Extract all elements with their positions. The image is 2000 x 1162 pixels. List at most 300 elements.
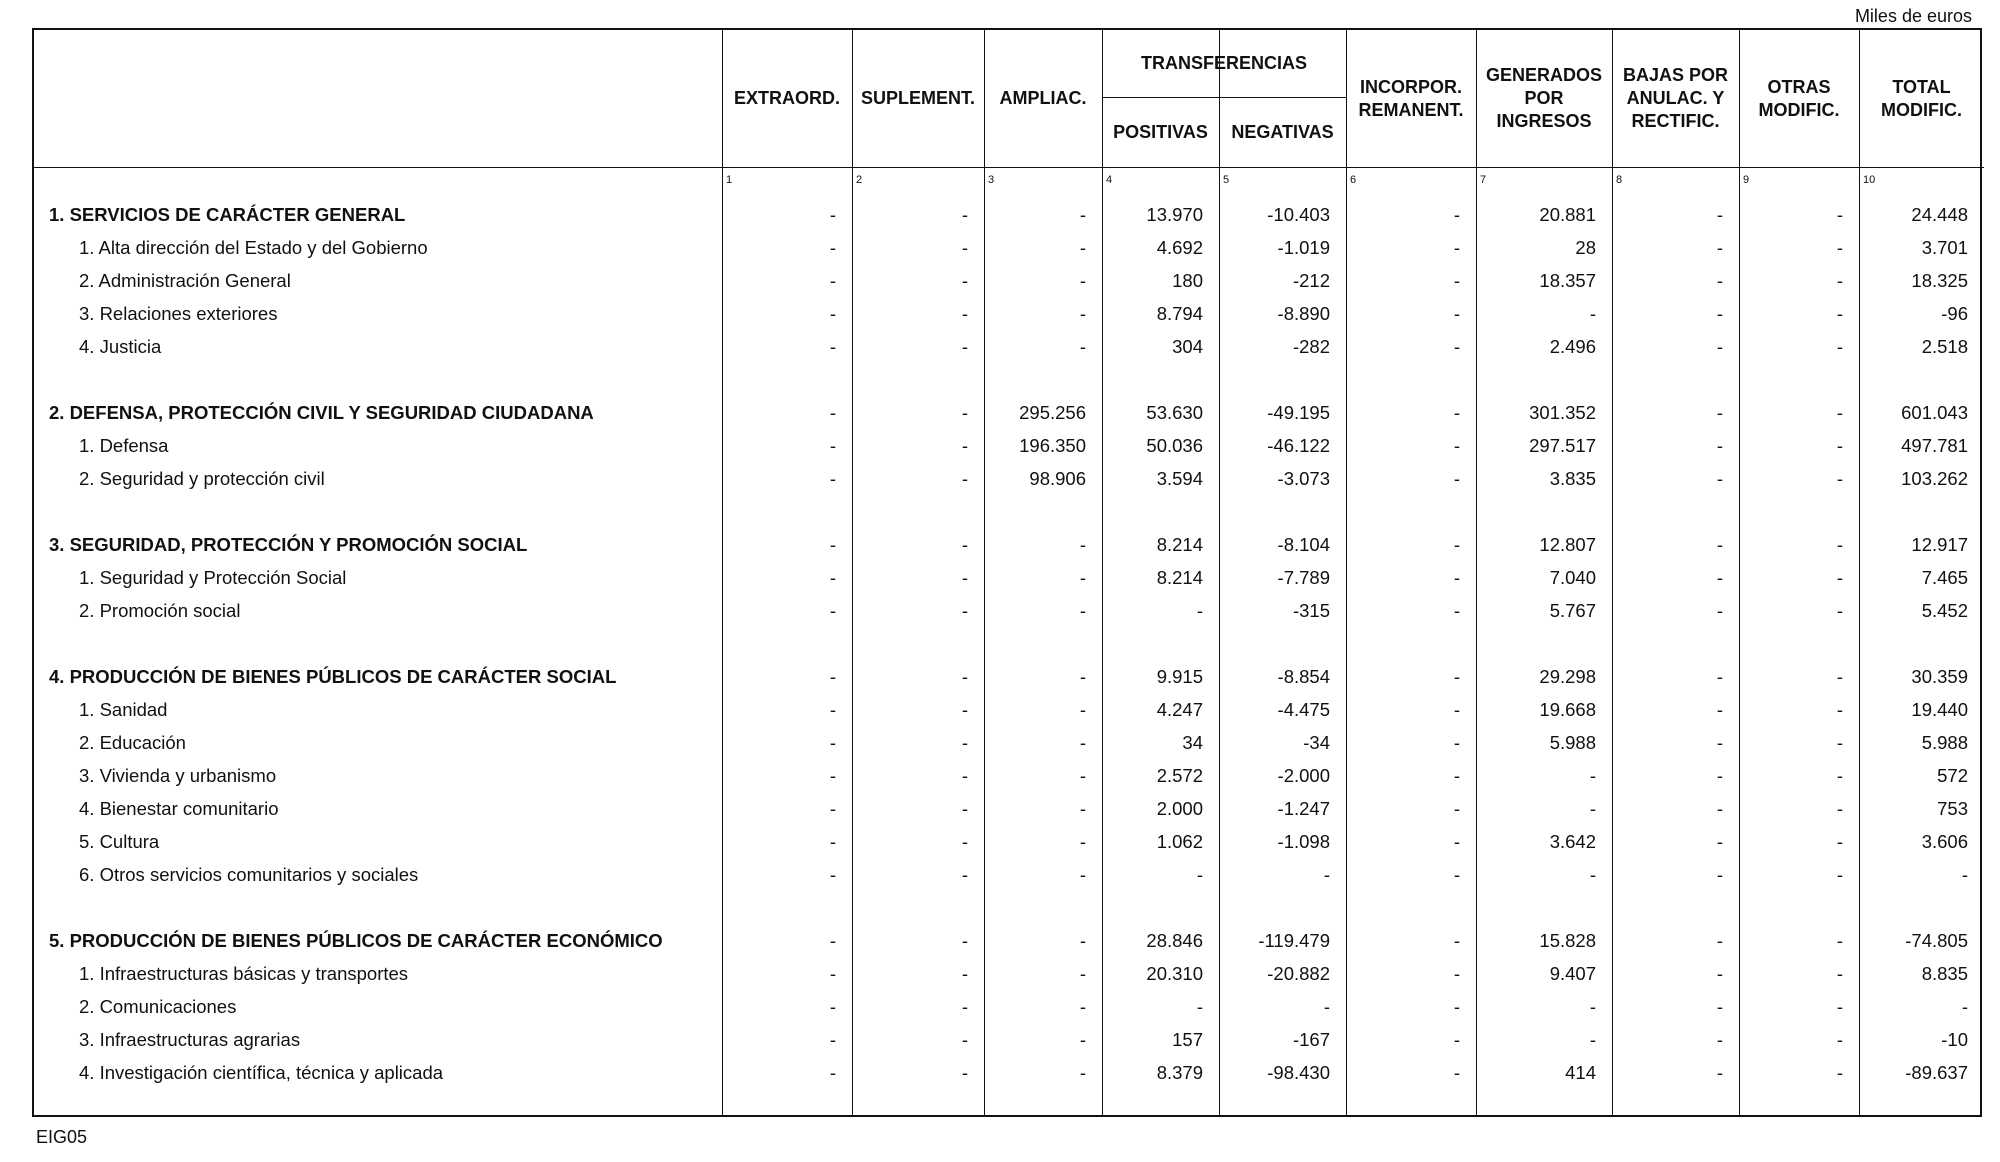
cell-negativas: -49.195 bbox=[1267, 402, 1330, 423]
column-number: 4 bbox=[1106, 174, 1113, 186]
cell-ampliac: - bbox=[1079, 303, 1086, 324]
row-label: 5. Cultura bbox=[79, 831, 160, 852]
row-label: 5. PRODUCCIÓN DE BIENES PÚBLICOS DE CARÁCTER ECONÓMICO bbox=[49, 930, 663, 951]
cell-otras: - bbox=[1836, 567, 1843, 588]
row-label: 1. Infraestructuras básicas y transportes bbox=[79, 963, 409, 984]
cell-negativas: -212 bbox=[1292, 270, 1330, 291]
header-incorpor: INCORPOR. REMANENT. bbox=[1358, 76, 1464, 120]
cell-otras: - bbox=[1836, 468, 1843, 489]
cell-generados: 28 bbox=[1575, 237, 1596, 258]
cell-suplement: - bbox=[961, 468, 968, 489]
row-label: 2. Promoción social bbox=[79, 600, 241, 621]
cell-generados: 297.517 bbox=[1529, 435, 1596, 456]
cell-suplement: - bbox=[961, 303, 968, 324]
column-number: 7 bbox=[1480, 174, 1487, 186]
cell-extraord: - bbox=[829, 270, 836, 291]
cell-negativas: - bbox=[1323, 864, 1330, 885]
cell-suplement: - bbox=[961, 600, 968, 621]
cell-suplement: - bbox=[961, 534, 968, 555]
cell-suplement: - bbox=[961, 336, 968, 357]
column-number: 6 bbox=[1350, 174, 1357, 186]
row-label: 4. Investigación científica, técnica y aplicada bbox=[79, 1062, 444, 1083]
cell-generados: - bbox=[1589, 864, 1596, 885]
cell-otras: - bbox=[1836, 303, 1843, 324]
cell-ampliac: - bbox=[1079, 996, 1086, 1017]
cell-negativas: -1.247 bbox=[1277, 798, 1330, 819]
cell-negativas: -8.854 bbox=[1277, 666, 1330, 687]
header-total: TOTAL MODIFIC. bbox=[1881, 76, 1962, 120]
cell-otras: - bbox=[1836, 336, 1843, 357]
cell-ampliac: 295.256 bbox=[1019, 402, 1086, 423]
cell-ampliac: - bbox=[1079, 1029, 1086, 1050]
header-transferencias: TRANSFERENCIAS bbox=[1140, 53, 1307, 73]
cell-total: 2.518 bbox=[1921, 336, 1968, 357]
row-label: 4. Justicia bbox=[79, 336, 162, 357]
table-row bbox=[34, 759, 1984, 792]
cell-generados: 18.357 bbox=[1539, 270, 1596, 291]
cell-negativas: -46.122 bbox=[1267, 435, 1330, 456]
budget-table bbox=[32, 28, 1982, 1117]
cell-positivas: 3.594 bbox=[1156, 468, 1203, 489]
cell-suplement: - bbox=[961, 831, 968, 852]
cell-negativas: -8.104 bbox=[1277, 534, 1330, 555]
cell-incorpor: - bbox=[1453, 567, 1460, 588]
header-positivas: POSITIVAS bbox=[1113, 121, 1208, 142]
cell-ampliac: - bbox=[1079, 699, 1086, 720]
cell-bajas: - bbox=[1716, 765, 1723, 786]
cell-positivas: - bbox=[1196, 996, 1203, 1017]
row-label: 1. SERVICIOS DE CARÁCTER GENERAL bbox=[49, 204, 406, 225]
table-row bbox=[34, 990, 1984, 1023]
cell-total: 19.440 bbox=[1911, 699, 1968, 720]
cell-generados: 15.828 bbox=[1539, 930, 1596, 951]
cell-ampliac: - bbox=[1079, 831, 1086, 852]
cell-bajas: - bbox=[1716, 831, 1723, 852]
table-row-section bbox=[34, 198, 1984, 231]
cell-suplement: - bbox=[961, 963, 968, 984]
column-number: 10 bbox=[1863, 174, 1876, 186]
cell-generados: 5.767 bbox=[1549, 600, 1596, 621]
cell-bajas: - bbox=[1716, 963, 1723, 984]
cell-total: 601.043 bbox=[1901, 402, 1968, 423]
cell-negativas: -10.403 bbox=[1267, 204, 1330, 225]
cell-total: 5.452 bbox=[1921, 600, 1968, 621]
cell-incorpor: - bbox=[1453, 468, 1460, 489]
cell-bajas: - bbox=[1716, 204, 1723, 225]
cell-extraord: - bbox=[829, 1029, 836, 1050]
column-number: 9 bbox=[1743, 174, 1750, 186]
cell-bajas: - bbox=[1716, 600, 1723, 621]
cell-incorpor: - bbox=[1453, 765, 1460, 786]
cell-extraord: - bbox=[829, 237, 836, 258]
cell-generados: 9.407 bbox=[1549, 963, 1596, 984]
cell-extraord: - bbox=[829, 534, 836, 555]
cell-suplement: - bbox=[961, 435, 968, 456]
cell-negativas: -315 bbox=[1292, 600, 1330, 621]
cell-positivas: 304 bbox=[1172, 336, 1203, 357]
cell-otras: - bbox=[1836, 864, 1843, 885]
table-row bbox=[34, 792, 1984, 825]
cell-extraord: - bbox=[829, 468, 836, 489]
cell-ampliac: - bbox=[1079, 336, 1086, 357]
cell-bajas: - bbox=[1716, 732, 1723, 753]
cell-bajas: - bbox=[1716, 1062, 1723, 1083]
header-generados: GENERADOS POR INGRESOS bbox=[1485, 65, 1602, 131]
column-number: 2 bbox=[856, 174, 863, 186]
column-number: 5 bbox=[1223, 174, 1230, 186]
cell-positivas: 4.692 bbox=[1156, 237, 1203, 258]
cell-suplement: - bbox=[961, 567, 968, 588]
cell-otras: - bbox=[1836, 732, 1843, 753]
cell-ampliac: 98.906 bbox=[1029, 468, 1086, 489]
cell-bajas: - bbox=[1716, 930, 1723, 951]
cell-bajas: - bbox=[1716, 468, 1723, 489]
cell-positivas: 157 bbox=[1172, 1029, 1203, 1050]
cell-extraord: - bbox=[829, 831, 836, 852]
cell-generados: - bbox=[1589, 798, 1596, 819]
cell-incorpor: - bbox=[1453, 996, 1460, 1017]
cell-incorpor: - bbox=[1453, 534, 1460, 555]
cell-positivas: 34 bbox=[1182, 732, 1203, 753]
row-label: 1. Defensa bbox=[79, 435, 169, 456]
cell-suplement: - bbox=[961, 732, 968, 753]
cell-positivas: 2.000 bbox=[1156, 798, 1203, 819]
cell-total: - bbox=[1961, 864, 1968, 885]
row-label: 3. Relaciones exteriores bbox=[79, 303, 278, 324]
cell-negativas: -1.098 bbox=[1277, 831, 1330, 852]
cell-negativas: -119.479 bbox=[1258, 930, 1330, 951]
table-row bbox=[34, 462, 1984, 495]
table-row bbox=[34, 726, 1984, 759]
cell-total: 18.325 bbox=[1911, 270, 1968, 291]
row-label: 2. DEFENSA, PROTECCIÓN CIVIL Y SEGURIDAD CIUDADANA bbox=[49, 402, 594, 423]
cell-negativas: -3.073 bbox=[1277, 468, 1330, 489]
header-otras: OTRAS MODIFIC. bbox=[1758, 76, 1840, 120]
cell-extraord: - bbox=[829, 303, 836, 324]
cell-extraord: - bbox=[829, 1062, 836, 1083]
cell-suplement: - bbox=[961, 1062, 968, 1083]
table-row bbox=[34, 297, 1984, 330]
cell-bajas: - bbox=[1716, 336, 1723, 357]
cell-ampliac: - bbox=[1079, 567, 1086, 588]
cell-extraord: - bbox=[829, 732, 836, 753]
table-row bbox=[34, 330, 1984, 363]
cell-positivas: 8.214 bbox=[1156, 534, 1203, 555]
cell-total: -89.637 bbox=[1905, 1062, 1968, 1083]
cell-incorpor: - bbox=[1453, 831, 1460, 852]
table-row bbox=[34, 693, 1984, 726]
cell-total: 3.701 bbox=[1921, 237, 1968, 258]
cell-otras: - bbox=[1836, 435, 1843, 456]
cell-suplement: - bbox=[961, 270, 968, 291]
cell-suplement: - bbox=[961, 699, 968, 720]
cell-generados: 7.040 bbox=[1549, 567, 1596, 588]
cell-generados: - bbox=[1589, 303, 1596, 324]
cell-incorpor: - bbox=[1453, 204, 1460, 225]
cell-otras: - bbox=[1836, 963, 1843, 984]
cell-bajas: - bbox=[1716, 270, 1723, 291]
cell-positivas: 8.379 bbox=[1156, 1062, 1203, 1083]
table-row bbox=[34, 594, 1984, 627]
cell-suplement: - bbox=[961, 402, 968, 423]
cell-bajas: - bbox=[1716, 402, 1723, 423]
row-label: 4. PRODUCCIÓN DE BIENES PÚBLICOS DE CARÁCTER SOCIAL bbox=[49, 666, 617, 687]
cell-incorpor: - bbox=[1453, 963, 1460, 984]
cell-positivas: - bbox=[1196, 864, 1203, 885]
cell-ampliac: - bbox=[1079, 666, 1086, 687]
cell-extraord: - bbox=[829, 996, 836, 1017]
cell-total: 12.917 bbox=[1911, 534, 1968, 555]
cell-total: -96 bbox=[1941, 303, 1968, 324]
header-divider bbox=[34, 167, 1984, 168]
cell-otras: - bbox=[1836, 765, 1843, 786]
cell-total: 103.262 bbox=[1901, 468, 1968, 489]
cell-positivas: 8.214 bbox=[1156, 567, 1203, 588]
table-row bbox=[34, 429, 1984, 462]
cell-otras: - bbox=[1836, 1062, 1843, 1083]
cell-extraord: - bbox=[829, 435, 836, 456]
table-row bbox=[34, 957, 1984, 990]
cell-negativas: -2.000 bbox=[1277, 765, 1330, 786]
cell-total: 497.781 bbox=[1901, 435, 1968, 456]
row-label: 3. SEGURIDAD, PROTECCIÓN Y PROMOCIÓN SOCIAL bbox=[49, 534, 528, 555]
cell-total: 24.448 bbox=[1911, 204, 1968, 225]
cell-negativas: -4.475 bbox=[1277, 699, 1330, 720]
cell-suplement: - bbox=[961, 765, 968, 786]
cell-extraord: - bbox=[829, 666, 836, 687]
cell-incorpor: - bbox=[1453, 666, 1460, 687]
table-row bbox=[34, 264, 1984, 297]
cell-bajas: - bbox=[1716, 996, 1723, 1017]
cell-suplement: - bbox=[961, 666, 968, 687]
row-label: 3. Infraestructuras agrarias bbox=[79, 1029, 301, 1050]
cell-incorpor: - bbox=[1453, 270, 1460, 291]
cell-otras: - bbox=[1836, 204, 1843, 225]
cell-otras: - bbox=[1836, 402, 1843, 423]
table-row bbox=[34, 231, 1984, 264]
cell-incorpor: - bbox=[1453, 336, 1460, 357]
cell-ampliac: - bbox=[1079, 864, 1086, 885]
cell-ampliac: - bbox=[1079, 765, 1086, 786]
table-row-section bbox=[34, 924, 1984, 957]
units-label: Miles de euros bbox=[1854, 6, 1972, 26]
row-label: 2. Administración General bbox=[79, 270, 291, 291]
cell-incorpor: - bbox=[1453, 699, 1460, 720]
table-row-section bbox=[34, 660, 1984, 693]
column-number: 8 bbox=[1616, 174, 1623, 186]
cell-incorpor: - bbox=[1453, 1062, 1460, 1083]
cell-positivas: 1.062 bbox=[1156, 831, 1203, 852]
cell-positivas: 20.310 bbox=[1146, 963, 1203, 984]
cell-bajas: - bbox=[1716, 1029, 1723, 1050]
header-suplement: SUPLEMENT. bbox=[860, 88, 975, 108]
cell-generados: 3.642 bbox=[1549, 831, 1596, 852]
row-label: 2. Educación bbox=[79, 732, 186, 753]
row-label: 3. Vivienda y urbanismo bbox=[79, 765, 277, 786]
header-extraord: EXTRAORD. bbox=[733, 88, 840, 108]
cell-bajas: - bbox=[1716, 666, 1723, 687]
cell-total: 8.835 bbox=[1921, 963, 1968, 984]
cell-ampliac: - bbox=[1079, 237, 1086, 258]
cell-generados: 19.668 bbox=[1539, 699, 1596, 720]
cell-total: 753 bbox=[1937, 798, 1968, 819]
cell-extraord: - bbox=[829, 699, 836, 720]
cell-positivas: 13.970 bbox=[1146, 204, 1203, 225]
row-label: 1. Seguridad y Protección Social bbox=[79, 567, 347, 588]
cell-bajas: - bbox=[1716, 798, 1723, 819]
cell-extraord: - bbox=[829, 798, 836, 819]
cell-total: 5.988 bbox=[1921, 732, 1968, 753]
cell-negativas: -98.430 bbox=[1267, 1062, 1330, 1083]
cell-generados: 20.881 bbox=[1539, 204, 1596, 225]
cell-ampliac: - bbox=[1079, 963, 1086, 984]
cell-incorpor: - bbox=[1453, 930, 1460, 951]
cell-generados: 414 bbox=[1565, 1062, 1596, 1083]
cell-positivas: 2.572 bbox=[1156, 765, 1203, 786]
cell-ampliac: - bbox=[1079, 204, 1086, 225]
cell-incorpor: - bbox=[1453, 303, 1460, 324]
cell-negativas: -1.019 bbox=[1277, 237, 1330, 258]
cell-extraord: - bbox=[829, 204, 836, 225]
cell-positivas: 180 bbox=[1172, 270, 1203, 291]
cell-incorpor: - bbox=[1453, 402, 1460, 423]
cell-incorpor: - bbox=[1453, 435, 1460, 456]
cell-generados: - bbox=[1589, 996, 1596, 1017]
cell-total: -10 bbox=[1941, 1029, 1968, 1050]
row-label: 2. Comunicaciones bbox=[79, 996, 237, 1017]
cell-otras: - bbox=[1836, 600, 1843, 621]
cell-otras: - bbox=[1836, 831, 1843, 852]
cell-incorpor: - bbox=[1453, 732, 1460, 753]
cell-extraord: - bbox=[829, 765, 836, 786]
cell-negativas: -7.789 bbox=[1277, 567, 1330, 588]
table-row bbox=[34, 825, 1984, 858]
cell-negativas: -282 bbox=[1292, 336, 1330, 357]
header-negativas: NEGATIVAS bbox=[1231, 121, 1334, 142]
cell-incorpor: - bbox=[1453, 798, 1460, 819]
cell-extraord: - bbox=[829, 336, 836, 357]
cell-generados: 2.496 bbox=[1549, 336, 1596, 357]
cell-ampliac: - bbox=[1079, 732, 1086, 753]
cell-incorpor: - bbox=[1453, 864, 1460, 885]
cell-extraord: - bbox=[829, 963, 836, 984]
cell-negativas: -167 bbox=[1292, 1029, 1330, 1050]
cell-suplement: - bbox=[961, 237, 968, 258]
table-row bbox=[34, 561, 1984, 594]
cell-extraord: - bbox=[829, 567, 836, 588]
cell-otras: - bbox=[1836, 1029, 1843, 1050]
cell-bajas: - bbox=[1716, 864, 1723, 885]
cell-extraord: - bbox=[829, 930, 836, 951]
column-number: 3 bbox=[988, 174, 995, 186]
cell-total: - bbox=[1961, 996, 1968, 1017]
column-number: 1 bbox=[726, 174, 733, 186]
cell-ampliac: - bbox=[1079, 600, 1086, 621]
cell-otras: - bbox=[1836, 798, 1843, 819]
cell-incorpor: - bbox=[1453, 600, 1460, 621]
cell-positivas: 8.794 bbox=[1156, 303, 1203, 324]
cell-generados: 3.835 bbox=[1549, 468, 1596, 489]
cell-otras: - bbox=[1836, 930, 1843, 951]
cell-ampliac: - bbox=[1079, 930, 1086, 951]
cell-positivas: 4.247 bbox=[1156, 699, 1203, 720]
cell-negativas: -34 bbox=[1303, 732, 1330, 753]
table-row-section bbox=[34, 396, 1984, 429]
cell-bajas: - bbox=[1716, 534, 1723, 555]
cell-positivas: 50.036 bbox=[1146, 435, 1203, 456]
cell-total: 30.359 bbox=[1911, 666, 1968, 687]
cell-negativas: -20.882 bbox=[1267, 963, 1330, 984]
header-bajas: BAJAS POR ANULAC. Y RECTIFIC. bbox=[1622, 65, 1729, 131]
cell-bajas: - bbox=[1716, 699, 1723, 720]
cell-incorpor: - bbox=[1453, 1029, 1460, 1050]
cell-incorpor: - bbox=[1453, 237, 1460, 258]
cell-otras: - bbox=[1836, 699, 1843, 720]
cell-total: 3.606 bbox=[1921, 831, 1968, 852]
cell-otras: - bbox=[1836, 666, 1843, 687]
row-label: 4. Bienestar comunitario bbox=[79, 798, 279, 819]
cell-total: -74.805 bbox=[1905, 930, 1968, 951]
cell-generados: 5.988 bbox=[1549, 732, 1596, 753]
cell-suplement: - bbox=[961, 1029, 968, 1050]
cell-extraord: - bbox=[829, 864, 836, 885]
cell-suplement: - bbox=[961, 930, 968, 951]
cell-extraord: - bbox=[829, 600, 836, 621]
header-ampliac: AMPLIAC. bbox=[999, 88, 1087, 108]
cell-otras: - bbox=[1836, 237, 1843, 258]
cell-suplement: - bbox=[961, 204, 968, 225]
cell-generados: - bbox=[1589, 765, 1596, 786]
cell-positivas: 9.915 bbox=[1156, 666, 1203, 687]
cell-bajas: - bbox=[1716, 237, 1723, 258]
cell-generados: 12.807 bbox=[1539, 534, 1596, 555]
table-row bbox=[34, 1023, 1984, 1056]
cell-generados: 301.352 bbox=[1529, 402, 1596, 423]
cell-extraord: - bbox=[829, 402, 836, 423]
cell-suplement: - bbox=[961, 798, 968, 819]
cell-otras: - bbox=[1836, 534, 1843, 555]
cell-ampliac: - bbox=[1079, 798, 1086, 819]
footer-code: EIG05 bbox=[36, 1127, 88, 1147]
cell-ampliac: - bbox=[1079, 1062, 1086, 1083]
row-label: 2. Seguridad y protección civil bbox=[79, 468, 325, 489]
cell-positivas: 28.846 bbox=[1146, 930, 1203, 951]
cell-suplement: - bbox=[961, 996, 968, 1017]
cell-bajas: - bbox=[1716, 303, 1723, 324]
table-row bbox=[34, 858, 1984, 891]
cell-positivas: 53.630 bbox=[1146, 402, 1203, 423]
cell-bajas: - bbox=[1716, 435, 1723, 456]
cell-bajas: - bbox=[1716, 567, 1723, 588]
table-row-section bbox=[34, 528, 1984, 561]
cell-ampliac: 196.350 bbox=[1019, 435, 1086, 456]
row-label: 1. Sanidad bbox=[79, 699, 168, 720]
cell-negativas: -8.890 bbox=[1277, 303, 1330, 324]
cell-otras: - bbox=[1836, 996, 1843, 1017]
cell-generados: 29.298 bbox=[1539, 666, 1596, 687]
cell-otras: - bbox=[1836, 270, 1843, 291]
cell-total: 7.465 bbox=[1921, 567, 1968, 588]
row-label: 1. Alta dirección del Estado y del Gobierno bbox=[79, 237, 428, 258]
cell-ampliac: - bbox=[1079, 534, 1086, 555]
row-label: 6. Otros servicios comunitarios y sociales bbox=[79, 864, 419, 885]
cell-generados: - bbox=[1589, 1029, 1596, 1050]
cell-suplement: - bbox=[961, 864, 968, 885]
table-row bbox=[34, 1056, 1984, 1089]
cell-positivas: - bbox=[1196, 600, 1203, 621]
cell-total: 572 bbox=[1937, 765, 1968, 786]
cell-ampliac: - bbox=[1079, 270, 1086, 291]
